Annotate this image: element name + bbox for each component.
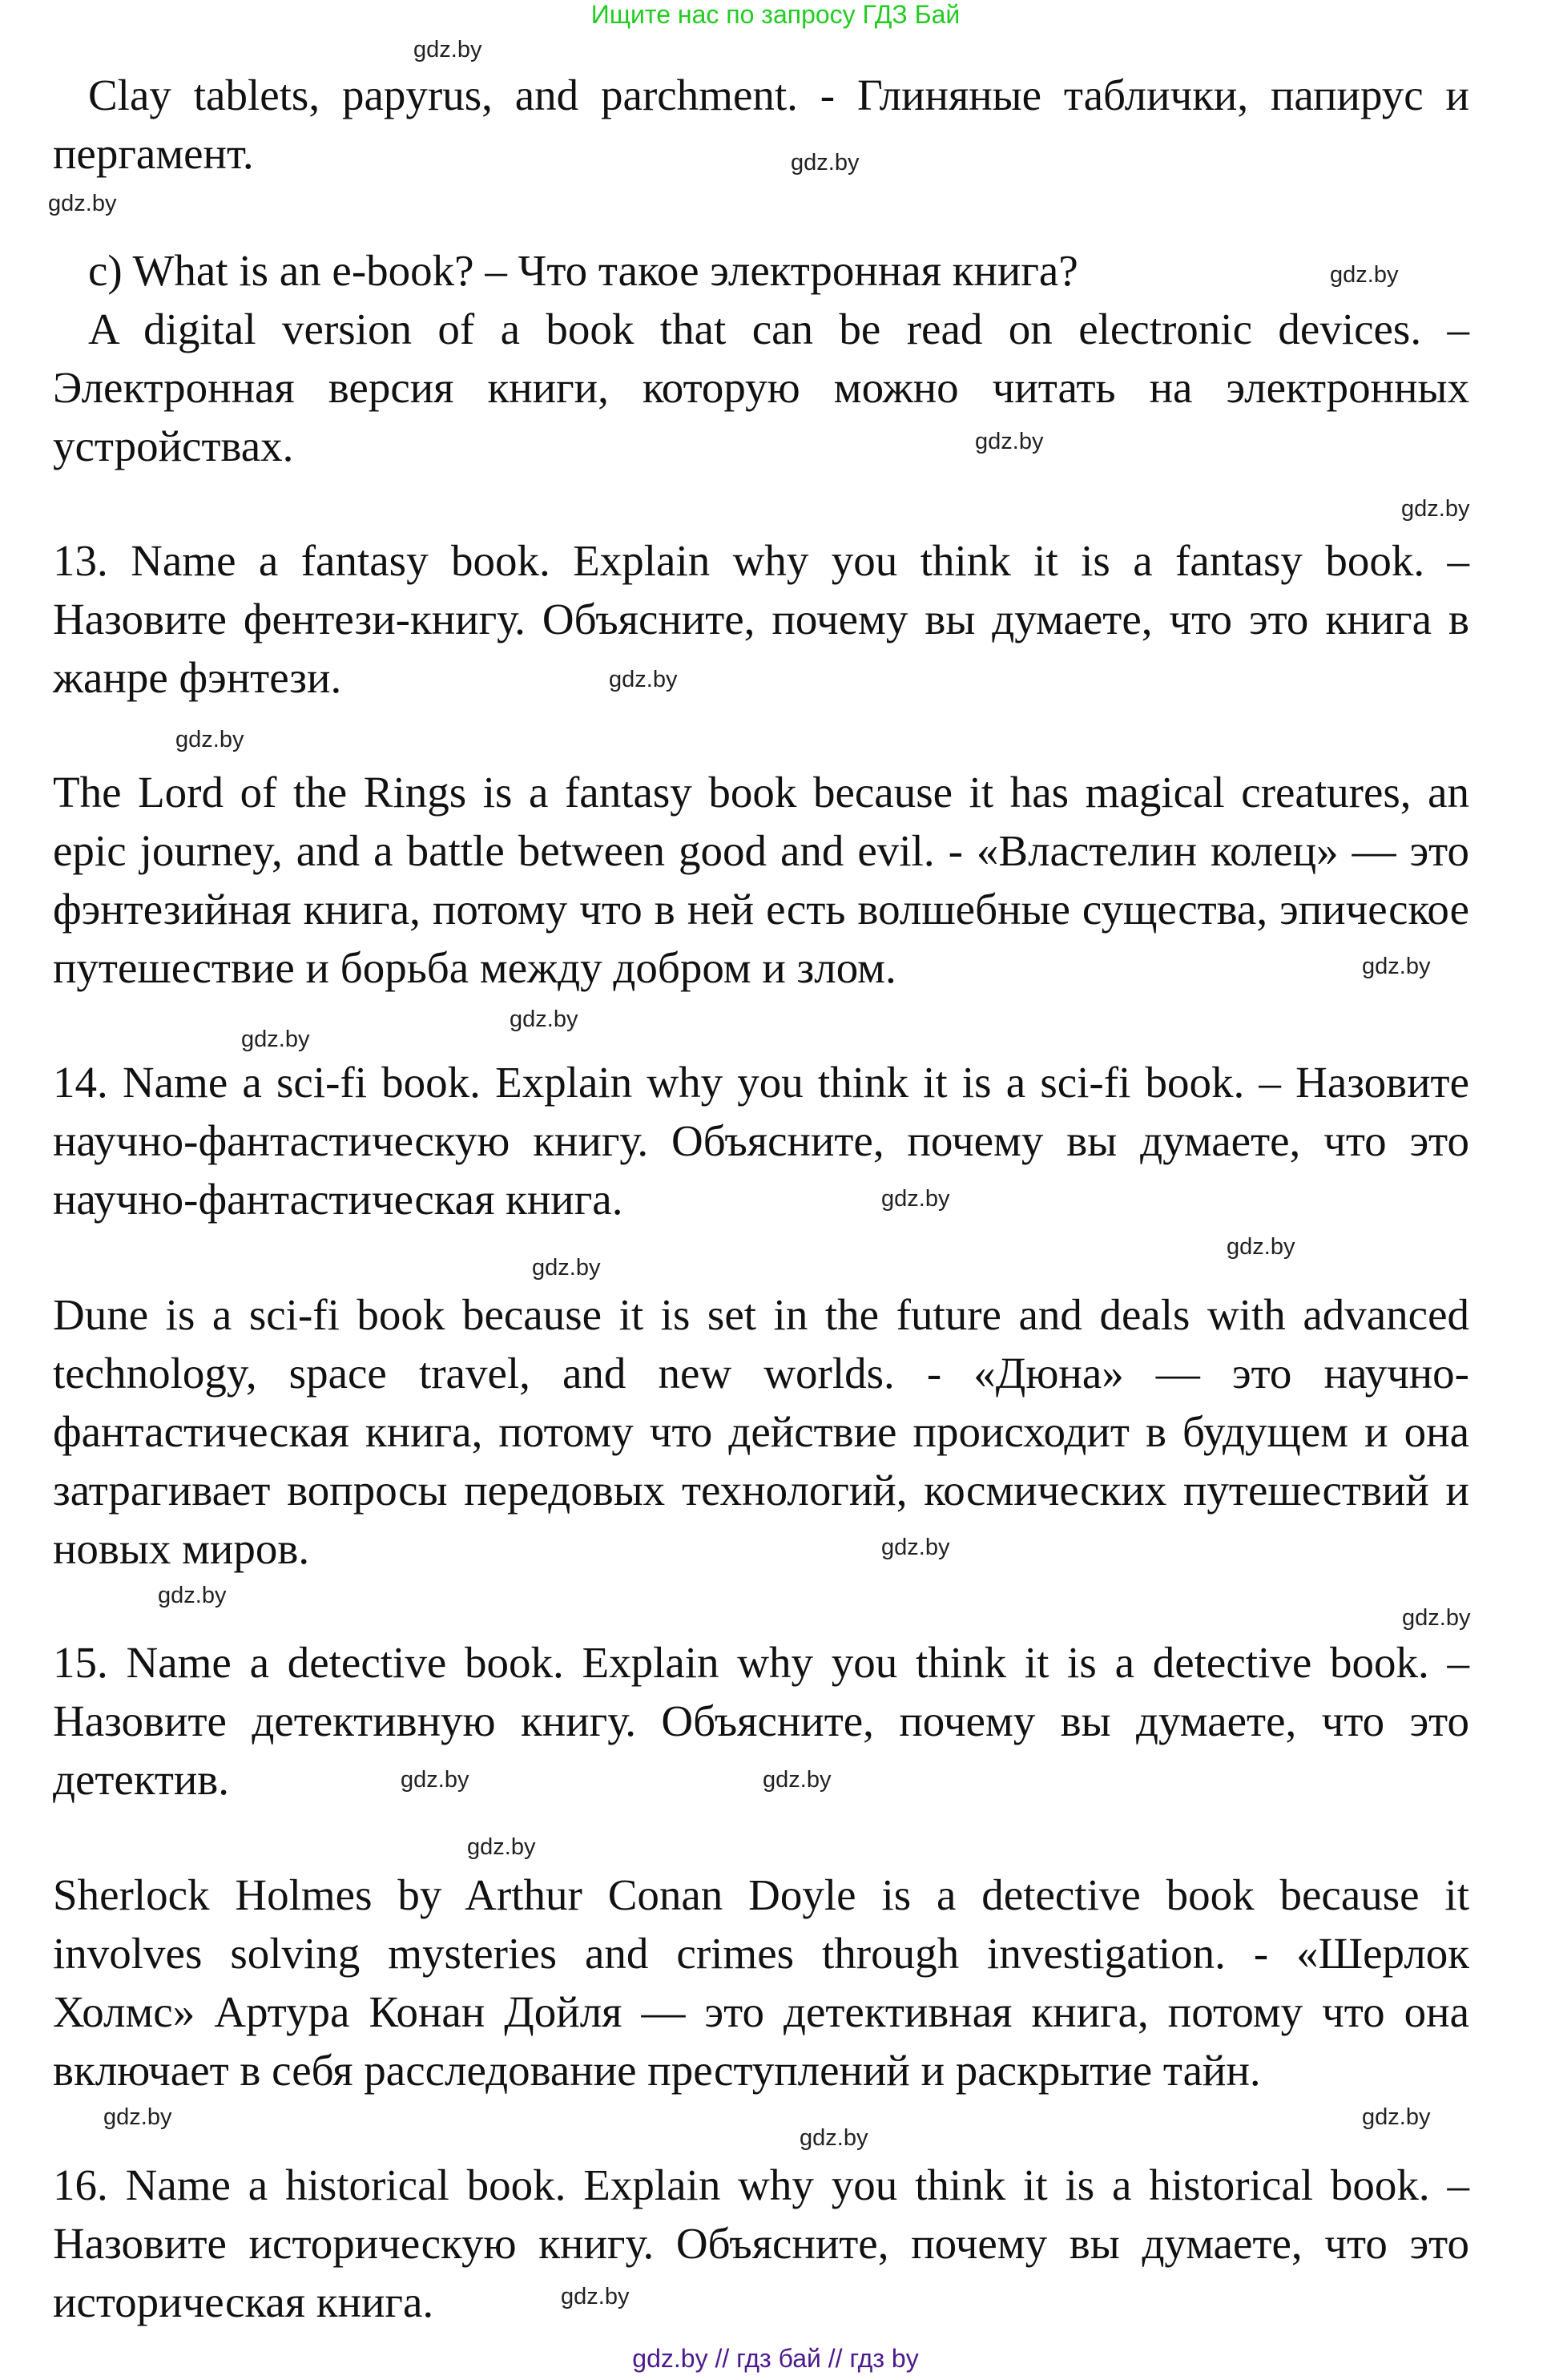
watermark: gdz.by (561, 2284, 630, 2309)
watermark: gdz.by (1227, 1234, 1295, 1260)
watermark: gdz.by (1362, 954, 1431, 979)
watermark: gdz.by (175, 727, 244, 752)
answer-paragraph: Dune is a sci-fi book because it is set in the future and deals with advanced technology, space travel, and new worlds. - «Дюна» — это научно-фантастическая книга, потому что действие происходит в будущем и она затрагивает вопросы передовых технологий, космических путешествий и новых миров. (53, 1290, 1469, 1573)
watermark: gdz.by (800, 2125, 868, 2151)
watermark: gdz.by (1401, 496, 1470, 522)
watermark: gdz.by (881, 1186, 950, 1212)
answer-paragraph: A digital version of a book that can be read on electronic devices. – Электронная версия книги, которую можно читать на электронных устройствах. (53, 305, 1469, 470)
watermark: gdz.by (1402, 1605, 1471, 1631)
watermark: gdz.by (1362, 2104, 1431, 2130)
top-banner: Ищите нас по запросу ГДЗ Бай (590, 0, 961, 29)
question-paragraph: 13. Name a fantasy book. Explain why you think it is a fantasy book. – Назовите фентези-книгу. Объясните, почему вы думаете, что это книга в жанре фэнтези. (53, 536, 1469, 702)
watermark: gdz.by (241, 1027, 310, 1052)
watermark: gdz.by (609, 667, 678, 692)
watermark: gdz.by (413, 37, 482, 63)
watermark: gdz.by (763, 1767, 832, 1793)
watermark: gdz.by (881, 1535, 950, 1560)
watermark: gdz.by (467, 1834, 536, 1860)
answer-paragraph: The Lord of the Rings is a fantasy book because it has magical creatures, an epic journey, and a battle between good and evil. - «Властелин колец» — это фэнтезийная книга, потому что в ней есть волшебные существа, эпическое путешествие и борьба между добром и злом. (53, 768, 1469, 992)
watermark: gdz.by (1330, 262, 1399, 288)
watermark: gdz.by (791, 150, 860, 175)
answer-paragraph: Sherlock Holmes by Arthur Conan Doyle is a detective book because it involves solving mysteries and crimes through investigation. - «Шерлок Холмс» Артура Конан Дойля — это детективная книга, потому что она включает в себя расследование преступлений и раскрытие тайн. (53, 1870, 1469, 2095)
answer-paragraph: Clay tablets, papyrus, and parchment. - Глиняные таблички, папирус и пергамент. (53, 71, 1469, 178)
watermark: gdz.by (975, 429, 1044, 454)
footer-banner: gdz.by // гдз бай // гдз by (632, 2344, 919, 2373)
question-paragraph: 15. Name a detective book. Explain why you think it is a detective book. – Назовите детективную книгу. Объясните, почему вы думаете, что это детектив. (53, 1638, 1469, 1804)
watermark: gdz.by (510, 1006, 578, 1032)
question-paragraph: 16. Name a historical book. Explain why you think it is a historical book. – Назовите историческую книгу. Объясните, почему вы думаете, что это историческая книга. (53, 2160, 1469, 2326)
watermark: gdz.by (158, 1583, 227, 1608)
watermark: gdz.by (532, 1255, 601, 1281)
question-paragraph: c) What is an e-book? – Что такое электронная книга? (88, 246, 1078, 295)
watermark: gdz.by (401, 1767, 469, 1793)
question-paragraph: 14. Name a sci-fi book. Explain why you think it is a sci-fi book. – Назовите научно-фантастическую книгу. Объясните, почему вы думаете, что это научно-фантастическая книга. (53, 1058, 1469, 1224)
watermark: gdz.by (103, 2104, 172, 2130)
watermark: gdz.by (48, 191, 117, 216)
